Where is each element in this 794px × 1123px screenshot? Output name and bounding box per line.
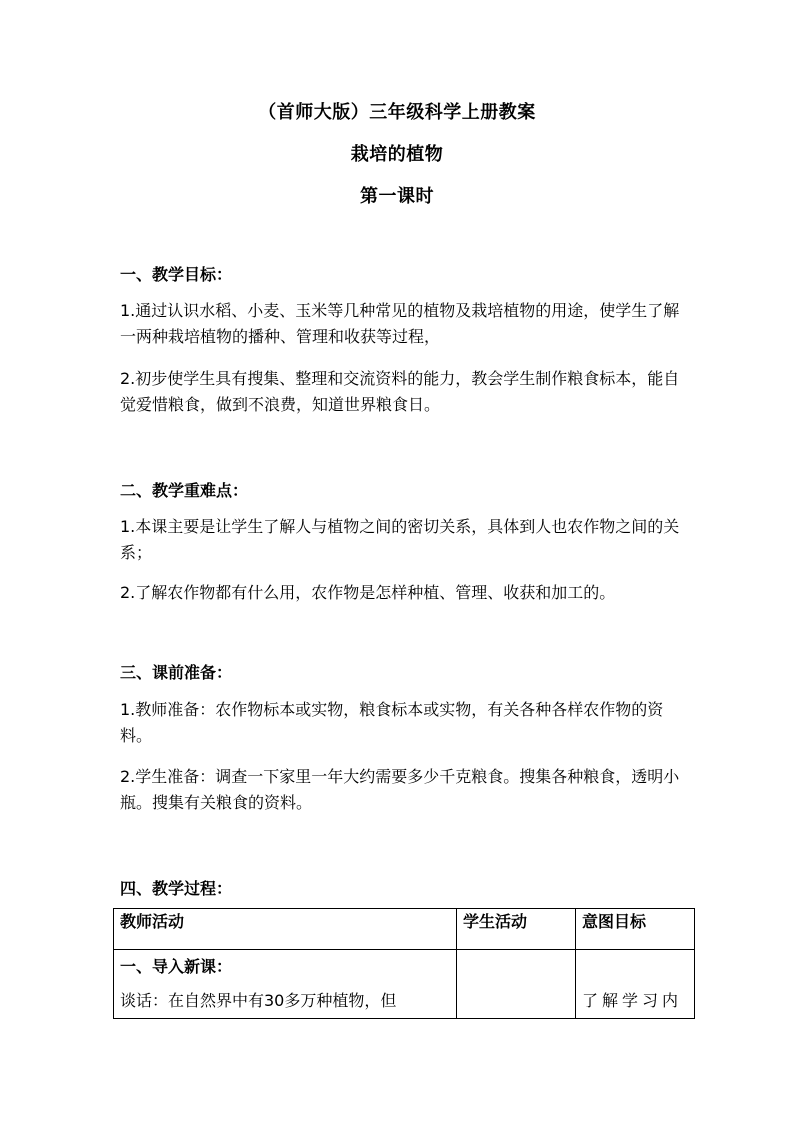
preparation-item-2: 2.学生准备：调查一下家里一年大约需要多少千克粮食。搜集各种粮食，透明小瓶。搜集有关粮食的资料。 bbox=[120, 767, 680, 812]
column-header-goal: 意图目标 bbox=[576, 909, 695, 950]
preparation-item-1: 1.教师准备：农作物标本或实物，粮食标本或实物，有关各种各样农作物的资料。 bbox=[120, 700, 664, 745]
column-header-teacher: 教师活动 bbox=[114, 909, 457, 950]
lesson-label: 第一课时 bbox=[360, 186, 434, 207]
goal-cell bbox=[576, 950, 695, 1019]
key-point-item-2: 2.了解农作物都有什么用，农作物是怎样种植、管理、收获和加工的。 bbox=[120, 583, 616, 602]
student-activity-text bbox=[463, 950, 569, 984]
table-row bbox=[114, 950, 695, 1019]
key-point-item-1: 1.本课主要是让学生了解人与植物之间的密切关系，具体到人也农作物之间的关系； bbox=[120, 517, 680, 562]
section-heading-key-points: 二、教学重难点： bbox=[120, 481, 249, 500]
teacher-activity-heading: 一、导入新课： bbox=[120, 957, 233, 976]
document-subtitle: 栽培的植物 bbox=[350, 144, 444, 165]
section-heading-process: 四、教学过程： bbox=[120, 879, 233, 898]
section-heading-objectives: 一、教学目标： bbox=[120, 265, 233, 284]
student-activity-cell bbox=[457, 950, 576, 1019]
teacher-activity-cell bbox=[114, 950, 457, 1019]
column-header-student: 学生活动 bbox=[457, 909, 576, 950]
teaching-process-table bbox=[113, 908, 695, 1019]
teacher-activity-text: 谈话：在自然界中有30多万种植物，但 bbox=[120, 991, 397, 1010]
goal-text: 了解学习内 bbox=[582, 991, 683, 1010]
objective-item-2: 2.初步使学生具有搜集、整理和交流资料的能力，教会学生制作粮食标本，能自觉爱惜粮食，做到不浪费，知道世界粮食日。 bbox=[120, 369, 680, 414]
document-title: （首师大版）三年级科学上册教案 bbox=[258, 102, 536, 123]
objective-item-1: 1.通过认识水稻、小麦、玉米等几种常见的植物及栽培植物的用途，使学生了解一两种栽培植物的播种、管理和收获等过程， bbox=[120, 301, 680, 346]
section-heading-preparation: 三、课前准备： bbox=[120, 663, 233, 682]
table-header-row bbox=[114, 909, 695, 950]
